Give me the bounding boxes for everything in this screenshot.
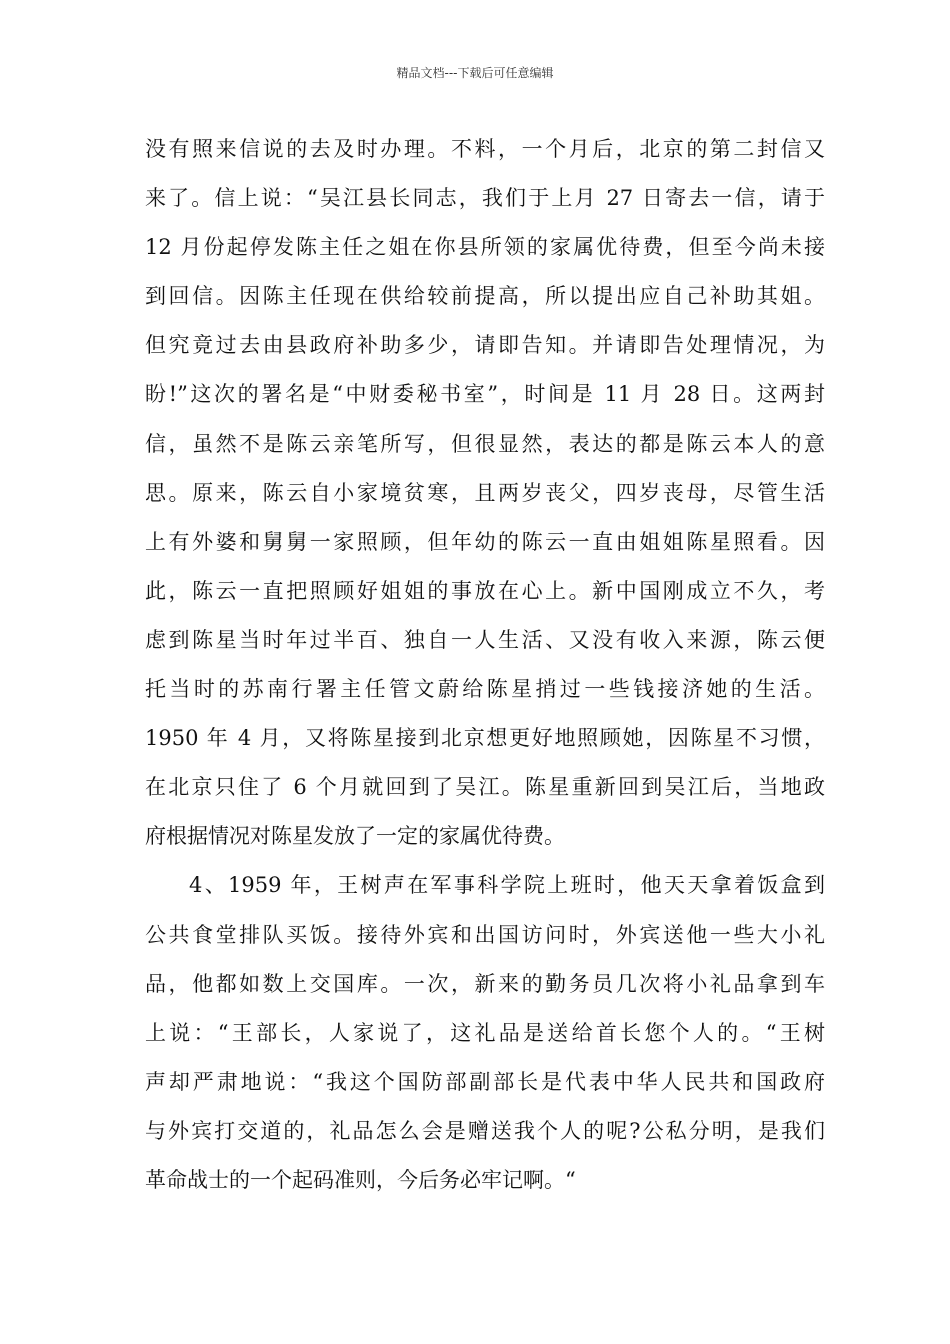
document-body: [145, 125, 825, 1205]
text-line: 此，陈云一直把照顾好姐姐的事放在心上。新中国刚成立不久，考: [145, 578, 825, 603]
text-line: 1950 年 4 月，又将陈星接到北京想更好地照顾她，因陈星不习惯，: [145, 726, 825, 751]
text-line: 上说：“王部长，人家说了，这礼品是送给首长您个人的。“王树: [145, 1020, 825, 1045]
text-line: 与外宾打交道的，礼品怎么会是赠送我个人的呢?公私分明，是我们: [145, 1118, 825, 1143]
text-line: 12 月份起停发陈主任之姐在你县所领的家属优待费，但至今尚未接: [145, 235, 825, 260]
page-header: 精品文档---下载后可任意编辑: [396, 66, 554, 80]
text-line: 公共食堂排队买饭。接待外宾和出国访问时，外宾送他一些大小礼: [145, 922, 825, 947]
text-line: 4、1959 年，王树声在军事科学院上班时，他天天拿着饭盒到: [189, 873, 825, 898]
text-line: 但究竟过去由县政府补助多少，请即告知。并请即告处理情况，为: [145, 333, 825, 358]
text-line: 来了。信上说：“吴江县长同志，我们于上月 27 日寄去一信，请于: [145, 186, 825, 211]
text-line: 革命战士的一个起码准则，今后务必牢记啊。“: [145, 1167, 576, 1192]
text-line: 虑到陈星当时年过半百、独自一人生活、又没有收入来源，陈云便: [145, 627, 825, 652]
text-line: 信，虽然不是陈云亲笔所写，但很显然，表达的都是陈云本人的意: [145, 431, 825, 456]
text-line: 托当时的苏南行署主任管文蔚给陈星捎过一些钱接济她的生活。: [145, 677, 825, 702]
text-line: 思。原来，陈云自小家境贫寒，且两岁丧父，四岁丧母，尽管生活: [145, 480, 825, 505]
text-line: 没有照来信说的去及时办理。不料，一个月后，北京的第二封信又: [145, 137, 825, 161]
text-line: 盼!”这次的署名是“中财委秘书室”，时间是 11 月 28 日。这两封: [145, 382, 825, 407]
text-line: 上有外婆和舅舅一家照顾，但年幼的陈云一直由姐姐陈星照看。因: [145, 529, 825, 554]
text-line: 品，他都如数上交国库。一次，新来的勤务员几次将小礼品拿到车: [145, 971, 825, 996]
text-line: 府根据情况对陈星发放了一定的家属优待费。: [145, 824, 565, 849]
text-line: 在北京只住了 6 个月就回到了吴江。陈星重新回到吴江后，当地政: [145, 775, 825, 800]
text-line: 声却严肃地说：“我这个国防部副部长是代表中华人民共和国政府: [145, 1069, 825, 1094]
text-line: 到回信。因陈主任现在供给较前提高，所以提出应自己补助其姐。: [145, 284, 825, 309]
